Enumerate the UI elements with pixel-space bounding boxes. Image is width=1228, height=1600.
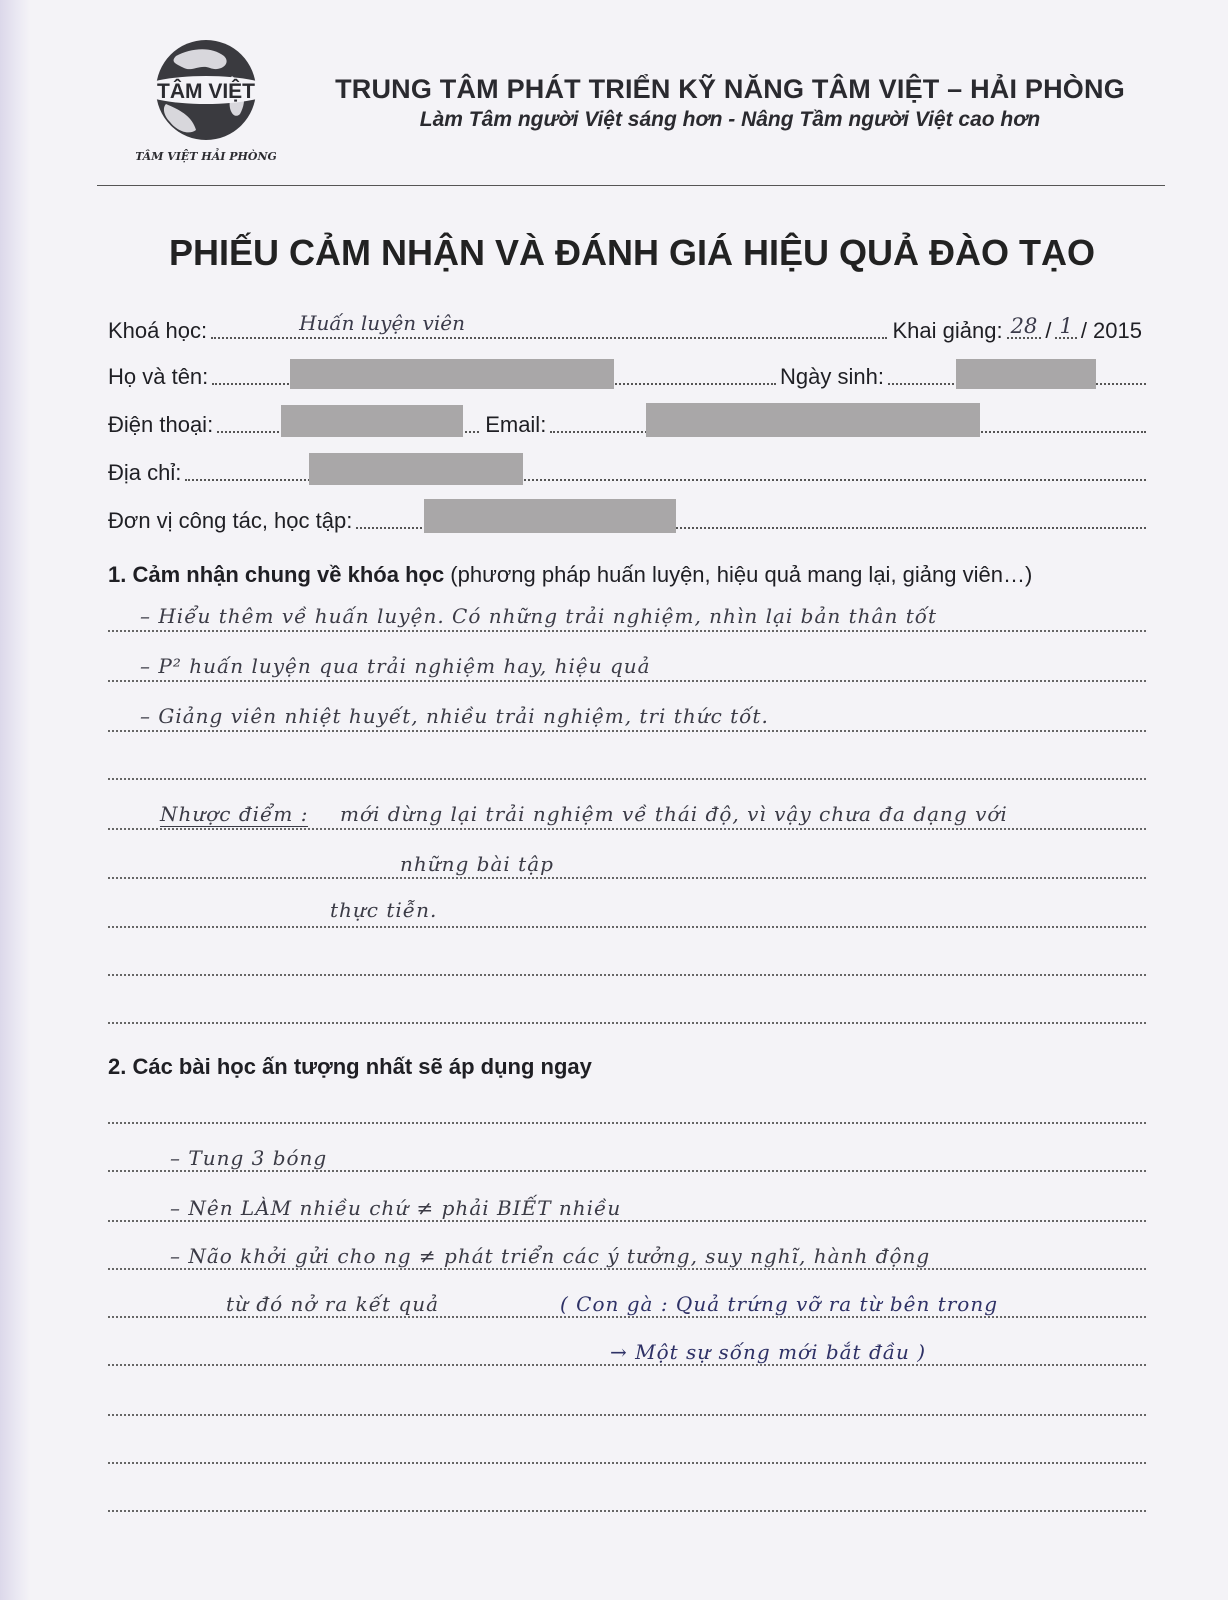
- section2-answer: từ đó nở ra kết quả: [226, 1292, 440, 1316]
- section2-answer-note: ( Con gà : Quả trứng vỡ ra từ bên trong: [560, 1292, 999, 1316]
- section1-answer: – Giảng viên nhiệt huyết, nhiều trải nghiệm, tri thức tốt.: [140, 704, 769, 728]
- dob-label: Ngày sinh:: [780, 364, 884, 389]
- section2-answer: – Não khởi gửi cho ng ≠ phát triển các ý tưởng, suy nghĩ, hành động: [170, 1244, 931, 1268]
- section2-answer: – Nên LÀM nhiều chứ ≠ phải BIẾT nhiều: [170, 1196, 622, 1220]
- section1-line[interactable]: [108, 730, 1146, 732]
- organization-field[interactable]: [356, 527, 1146, 529]
- section2-line[interactable]: [108, 1414, 1146, 1416]
- start-month-value[interactable]: 1: [1055, 315, 1076, 339]
- course-row: [108, 311, 1146, 344]
- redacted-email: [646, 403, 980, 437]
- organization-row: [108, 504, 1146, 534]
- phone-email-row: [108, 408, 1146, 438]
- phone-label: Điện thoại:: [108, 412, 214, 437]
- section2-line[interactable]: [108, 1220, 1146, 1222]
- start-year-value: / 2015: [1080, 318, 1142, 343]
- header-divider: [97, 185, 1165, 186]
- redacted-dob: [956, 359, 1096, 389]
- section1-answer: – Hiểu thêm về huấn luyện. Có những trải nghiệm, nhìn lại bản thân tốt: [140, 604, 938, 628]
- globe-logo-icon: [136, 38, 276, 168]
- section2-line[interactable]: [108, 1122, 1146, 1124]
- redacted-name: [290, 359, 614, 389]
- section2-line[interactable]: [108, 1364, 1146, 1366]
- document-title: PHIẾU CẢM NHẬN VÀ ĐÁNH GIÁ HIỆU QUẢ ĐÀO TẠO: [168, 232, 1095, 273]
- section2-line[interactable]: [108, 1316, 1146, 1318]
- section1-line[interactable]: [108, 974, 1146, 976]
- course-label: Khoá học:: [108, 318, 208, 343]
- redacted-organization: [424, 499, 676, 533]
- tam-viet-logo: [136, 38, 276, 168]
- section1-answer: – P² huấn luyện qua trải nghiệm hay, hiệu quả: [140, 654, 651, 678]
- address-row: [108, 456, 1146, 486]
- section2-line[interactable]: [108, 1510, 1146, 1512]
- page-edge-shadow: [0, 0, 30, 1600]
- section1-heading: [108, 562, 1032, 588]
- section1-line[interactable]: [108, 877, 1146, 879]
- section1-line[interactable]: [108, 680, 1146, 682]
- section1-answer: thực tiễn.: [330, 898, 438, 922]
- redacted-phone: [281, 405, 463, 437]
- dob-field[interactable]: [888, 383, 1146, 385]
- section2-line[interactable]: [108, 1462, 1146, 1464]
- address-field[interactable]: [185, 479, 1146, 481]
- email-field[interactable]: [550, 431, 1146, 433]
- section1-answer: mới dừng lại trải nghiệm về thái độ, vì vậy chưa đa dạng với: [340, 802, 1008, 826]
- phone-field[interactable]: [217, 431, 479, 433]
- course-value: Huấn luyện viên: [299, 311, 465, 335]
- date-separator: /: [1045, 318, 1052, 343]
- section1-weakness-label: Nhược điểm :: [160, 802, 309, 826]
- logo-caption: TÂM VIỆT HẢI PHÒNG: [136, 150, 276, 163]
- section1-line[interactable]: [108, 1022, 1146, 1024]
- section2-line[interactable]: [108, 1170, 1146, 1172]
- section1-line[interactable]: [108, 778, 1146, 780]
- name-row: [108, 360, 1146, 390]
- name-field[interactable]: [212, 383, 776, 385]
- organization-slogan: Làm Tâm người Việt sáng hơn - Nâng Tầm người Việt cao hơn: [419, 108, 1041, 131]
- section1-heading-bold: 1. Cảm nhận chung về khóa học: [108, 562, 445, 587]
- course-field[interactable]: [211, 311, 886, 339]
- section2-answer: – Tung 3 bóng: [170, 1146, 328, 1170]
- section1-line[interactable]: [108, 630, 1146, 632]
- section2-heading: 2. Các bài học ấn tượng nhất sẽ áp dụng ngay: [108, 1054, 592, 1079]
- organization-title: TRUNG TÂM PHÁT TRIỂN KỸ NĂNG TÂM VIỆT – HẢI PHÒNG: [335, 74, 1125, 104]
- start-day-value[interactable]: 28: [1007, 315, 1042, 339]
- section1-heading-note: (phương pháp huấn luyện, hiệu quả mang lại, giảng viên…): [444, 562, 1033, 587]
- section1-answer: những bài tập: [400, 852, 554, 876]
- redacted-address: [309, 453, 523, 485]
- section2-answer-note: → Một sự sống mới bắt đầu ): [610, 1340, 927, 1364]
- section1-line[interactable]: [108, 926, 1146, 928]
- name-label: Họ và tên:: [108, 364, 209, 389]
- section2-line[interactable]: [108, 1268, 1146, 1270]
- start-date-label: Khai giảng:: [892, 318, 1003, 343]
- section1-line[interactable]: [108, 828, 1146, 830]
- email-label: Email:: [485, 412, 547, 437]
- logo-text: TÂM VIỆT: [157, 80, 255, 103]
- address-label: Địa chỉ:: [108, 460, 182, 485]
- organization-label: Đơn vị công tác, học tập:: [108, 508, 353, 533]
